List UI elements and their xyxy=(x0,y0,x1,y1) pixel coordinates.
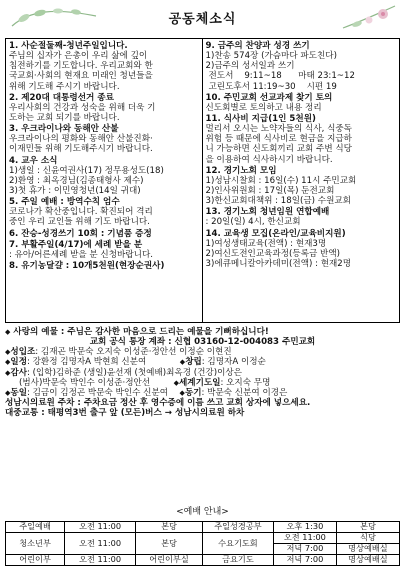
news-item xyxy=(9,240,199,260)
news-item xyxy=(9,41,199,92)
news-item-line: 우리사회의 건강과 성숙을 위해 더욱 기 xyxy=(9,102,156,113)
news-item-line: 1)성남시찰회 : 16일(수) 11시 주민교회 xyxy=(205,175,357,186)
table-row xyxy=(6,522,400,533)
news-item xyxy=(206,93,397,113)
table-cell: 오전 11:00 xyxy=(65,555,136,566)
diamond-icon: ◆ xyxy=(179,388,185,397)
table-cell: 명상예배실 xyxy=(336,544,399,555)
page-title: 공동체소식 xyxy=(168,12,237,27)
news-item-title: 5. 주일 예배 : 방역수칙 엄수 xyxy=(9,197,120,208)
news-item-title: 10. 주민교회 선교과제 찾기 토의 xyxy=(205,92,333,103)
table-cell: 금요기도 xyxy=(202,555,273,566)
table-cell: 명상예배실 xyxy=(336,555,399,566)
news-item-line: 을 이용하여 식사하시기 바랍니다. xyxy=(205,154,333,165)
news-item-line: 위험 등 때문에 식사비로 현금을 지급하 xyxy=(205,134,352,145)
news-item-title: 4. 교우 소식 xyxy=(9,155,58,166)
news-item-line: 이재민들 위해 기도해주시기 바랍니다. xyxy=(9,144,153,155)
news-item xyxy=(9,93,199,123)
news-item xyxy=(206,114,397,165)
news-item-line: 2)인사위원회 : 17일(목) 둔전교회 xyxy=(205,185,335,196)
news-box xyxy=(5,38,400,323)
news-item-line: 위해 기도해 주시기 바랍니다. xyxy=(9,81,120,92)
role-row: ◆성입조: 김재곤 박문숙 오지숙 이성준·정안선 이정순 이현진 xyxy=(5,347,232,358)
flower-decoration-right xyxy=(339,2,399,34)
diamond-icon: ◆ xyxy=(5,368,11,377)
diamond-icon: ◆ xyxy=(173,378,179,387)
news-item-title: 6. 잔승-성경쓰기 10회 : 기념품 증정 xyxy=(9,228,152,239)
role-row: ◆동일: 김금이 김정곤 박문숙 박인수 신분여 ◆동기: 박문숙 신분여 이경은 xyxy=(5,387,288,398)
table-cell: 주일성경공부 xyxy=(202,522,273,533)
news-item-line: 고린도후서 11:19~30 시편 19 xyxy=(208,81,337,92)
transit-note: 대중교통 : 태평역3번 출구 앞 (모든)버스 → 성남시의료원 하차 xyxy=(5,408,245,419)
news-item-line: 침전하기를 기도합니다. 우리교회와 한 xyxy=(9,61,153,72)
news-item-line: 2)여신도전인교육과정(등록금 반액) xyxy=(205,248,340,259)
news-item-line: 국교회·사회의 현재요 미래인 청년들을 xyxy=(9,71,153,82)
news-item-line: 우크라이나의 평화와 동해안 산불진화· xyxy=(9,134,153,145)
news-item-line: 주님의 십자가 은총이 우리 삶에 깊이 xyxy=(9,51,148,62)
news-item-title: 3. 우크라이나와 동해안 산불 xyxy=(9,124,119,135)
news-item-line: 신도회별로 토의하고 내용 정리 xyxy=(205,102,322,113)
news-column-right xyxy=(203,39,400,322)
news-item-title: 1. 사순절둘째-청년주일입니다. xyxy=(9,41,128,51)
news-item-line: 도하는 교회 되기를 바랍니다. xyxy=(9,112,120,123)
news-item-title: 11. 식사비 지급(1인 5천원) xyxy=(205,113,316,124)
diamond-icon: ◆ xyxy=(179,358,186,367)
news-item-line: 코로나가 확산중입니다. 확진되어 격리 xyxy=(9,207,153,218)
account-info: 교회 공식 통장 계좌 : 신협 03160-12-004083 주민교회 xyxy=(89,337,316,348)
table-cell: 오전 11:00 xyxy=(65,533,136,555)
role-row: ◆감사: (입학)김하준 (생일)윤선재 (첫예배)최옥경 (건강)이상은 xyxy=(5,367,242,378)
news-item-line: : 유아/어른세례 받을 분 신청바랍니다. xyxy=(9,249,153,260)
news-item-line: 3)에큐메니칼아카데미(전액) : 현재2명 xyxy=(205,258,352,269)
news-item xyxy=(9,124,199,154)
role-row: ◆일정: 강환정 김명자A 박현희 신분여 ◆창립: 김명자A 이정순 xyxy=(5,357,266,368)
news-item-line: 전도서 9:11~18 마태 23:1~12 xyxy=(208,71,355,82)
role-row: (범사)박문숙 박인수 이성준·정안선 ◆세계기도일: 오지숙 무명 xyxy=(19,377,271,388)
table-row xyxy=(6,533,400,544)
table-cell: 오전 11:00 xyxy=(65,522,136,533)
table-cell: 오전 11:00 xyxy=(273,533,336,544)
diamond-icon: ◆ xyxy=(5,328,11,336)
news-item-line: 2)금주의 성서일과 쓰기 xyxy=(205,61,295,72)
table-cell: 저녁 7:00 xyxy=(273,555,336,566)
news-item-title: 13. 경기노회 청년임원 연합예배 xyxy=(205,207,330,218)
news-item-line: : 20일(일) 4시, 한신교회 xyxy=(205,217,301,228)
news-column-left xyxy=(6,39,203,322)
notes-section xyxy=(5,327,400,418)
news-item xyxy=(206,207,397,227)
header xyxy=(0,0,405,36)
table-cell: 오후 1:30 xyxy=(273,522,336,533)
news-item-title: 7. 부활주일(4/17)에 세례 받을 분 xyxy=(9,239,143,250)
diamond-icon: ◆ xyxy=(5,358,11,367)
offering-note: ◆ 사랑의 예물 : 주님은 감사한 마음으로 드리는 예물을 기뻐하십니다! xyxy=(5,327,269,337)
table-cell: 청소년부 xyxy=(6,533,65,555)
news-item-line: 니 가능하면 신도회끼리 교회 주변 식당 xyxy=(205,144,352,155)
table-cell: 본당 xyxy=(336,522,399,533)
news-item-title: 2. 제20대 대통령선거 종료 xyxy=(9,92,114,103)
parking-note: 성남시의료원 주차 : 주차요금 정산 후 영수증에 이름 쓰고 교회 상자에 넣으세요. xyxy=(5,397,311,408)
worship-title: <예배 안내> xyxy=(176,507,229,517)
table-cell: 어린이부 xyxy=(6,555,65,566)
table-cell: 수요기도회 xyxy=(202,533,273,555)
news-item-line: 3)첫 휴가 : 이민영청년(14일 귀대) xyxy=(9,185,141,196)
news-item xyxy=(9,156,199,197)
diamond-icon: ◆ xyxy=(5,348,11,357)
worship-table xyxy=(5,521,400,566)
news-item-title: 12. 경기노회 모임 xyxy=(205,165,277,176)
diamond-icon: ◆ xyxy=(5,388,11,397)
news-item-line: 1)생일 : 신윤여권사(17) 정무용성도(18) xyxy=(9,165,164,176)
news-item-title: 14. 교육생 모집(온라인/교육비지원) xyxy=(205,228,346,239)
news-item-line: 중인 우리 교인들 위해 기도 바랍니다. xyxy=(9,217,150,228)
news-item xyxy=(9,229,199,239)
news-item xyxy=(206,166,397,207)
news-item xyxy=(206,41,397,92)
table-cell: 본당 xyxy=(136,533,203,555)
news-item-line: 1)여성생태교육(전액) : 현재3명 xyxy=(205,238,327,249)
news-item-line: 2)환영 : 최옥경님(김종태형사 제수) xyxy=(9,175,144,186)
table-cell: 저녁 7:00 xyxy=(273,544,336,555)
news-item-title: 9. 금주의 찬양과 성경 쓰기 xyxy=(205,41,310,51)
news-item-title: 8. 유기농달걀 : 10개5천원(현장순권사) xyxy=(9,260,165,271)
table-cell: 주일예배 xyxy=(6,522,65,533)
news-item-line: 3)한신교회대책위 : 18일(금) 수원교회 xyxy=(205,196,351,207)
news-item xyxy=(206,229,397,270)
table-cell: 어린이부실 xyxy=(136,555,203,566)
table-row xyxy=(6,555,400,566)
news-item xyxy=(9,261,199,271)
news-item-line: 멀리서 오시는 노약자들의 식사, 식중독 xyxy=(205,124,352,135)
news-item-line: 1)찬송 574장 (가슴마다 파도친다) xyxy=(205,51,337,62)
table-cell: 본당 xyxy=(136,522,203,533)
news-item xyxy=(9,197,199,227)
table-cell: 식당 xyxy=(336,533,399,544)
